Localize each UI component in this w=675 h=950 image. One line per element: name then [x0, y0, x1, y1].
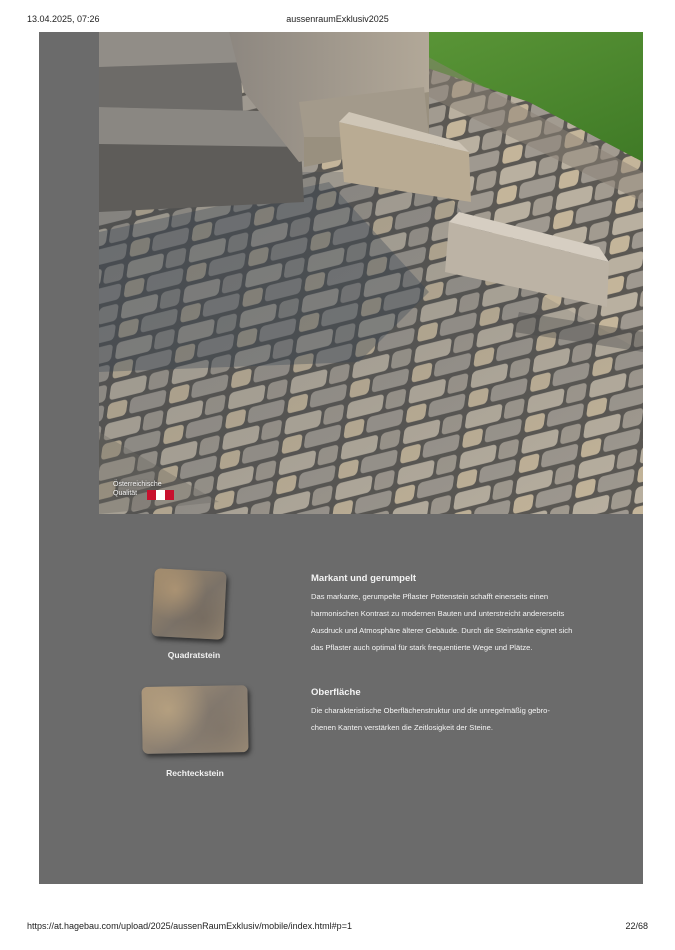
square-stone-label: Quadratstein	[167, 650, 221, 660]
body-line: Die charakteristische Oberflächenstruktur und die unregelmäßig gebro-	[311, 706, 550, 715]
print-page-number: 22/68	[625, 921, 648, 931]
square-stone-image	[151, 568, 226, 640]
paving-illustration	[99, 32, 643, 514]
body-line: das Pflaster auch optimal für stark frequentierte Wege und Plätze.	[311, 643, 533, 652]
print-title: aussenraumExklusiv2025	[286, 14, 389, 24]
print-footer	[0, 921, 675, 935]
body-line: chenen Kanten verstärken die Zeitlosigkeit der Steine.	[311, 723, 493, 732]
section-title: Markant und gerumpelt	[311, 573, 417, 584]
section-markant	[311, 573, 611, 656]
paving-photo	[99, 32, 643, 514]
badge-line1: Österreichische	[113, 481, 162, 488]
section-body	[311, 702, 611, 736]
rectangle-stone-image	[141, 685, 248, 754]
austrian-flag-icon	[147, 490, 174, 500]
rectangle-stone-label: Rechteckstein	[166, 768, 224, 778]
section-oberflaeche	[311, 687, 611, 736]
section-body	[311, 588, 611, 656]
print-datetime: 13.04.2025, 07:26	[27, 14, 100, 24]
section-title: Oberfläche	[311, 687, 361, 698]
print-header	[0, 14, 675, 28]
print-url[interactable]: https://at.hagebau.com/upload/2025/aussenRaumExklusiv/mobile/index.html#p=1	[27, 921, 352, 931]
body-line: Ausdruck und Atmosphäre älterer Gebäude. Durch die Steinstärke eignet sich	[311, 626, 573, 635]
body-line: Das markante, gerumpelte Pflaster Pottenstein schafft einerseits einen	[311, 592, 549, 601]
body-line: harmonischen Kontrast zu modernen Bauten und unterstreicht andererseits	[311, 609, 565, 618]
austrian-quality-badge	[113, 480, 175, 498]
brochure-page	[39, 32, 643, 884]
badge-line2: Qualität	[113, 490, 138, 497]
